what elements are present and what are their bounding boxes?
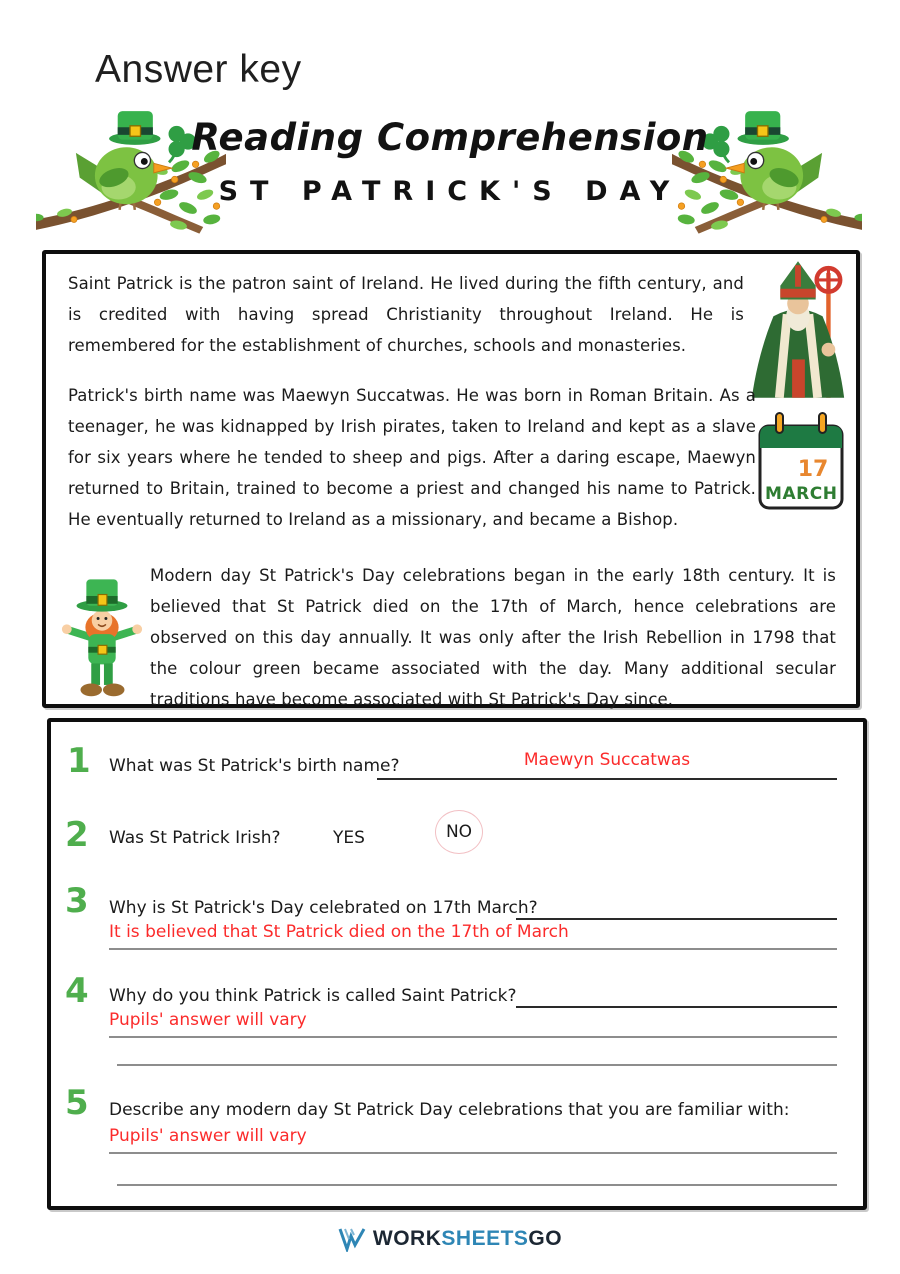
question-2-option-no-label: NO xyxy=(445,822,473,842)
question-4-answer-line-3[interactable] xyxy=(117,1052,837,1066)
worksheet-subtitle: ST PATRICK'S DAY xyxy=(218,176,682,207)
passage-paragraph-3: Modern day St Patrick's Day celebrations began in the early 18th century. It is believed that St Patrick died on the 17th of March, hence celebrations are observed on this day annually. It was only after the Irish Rebellion in 1798 that the colour green became associated with the day. Many additional secular traditions have become associated with St Patrick's Day since. xyxy=(150,566,836,709)
question-1-answer-line[interactable] xyxy=(377,750,837,780)
question-5-answer-line-1[interactable] xyxy=(109,1126,837,1154)
question-2-option-yes[interactable]: YES xyxy=(333,828,365,848)
question-3-answer: It is believed that St Patrick died on the 17th of March xyxy=(109,922,569,942)
logo-part-go: GO xyxy=(528,1227,563,1250)
page-title: Answer key xyxy=(95,48,302,91)
question-4-answer-line-1[interactable] xyxy=(516,982,837,1008)
question-4-answer: Pupils' answer will vary xyxy=(109,1010,307,1030)
worksheetsgo-logo-icon xyxy=(338,1226,366,1252)
question-4-answer-line-2[interactable] xyxy=(109,1010,837,1038)
calendar-day: 17 xyxy=(797,457,829,482)
question-2-text: Was St Patrick Irish? xyxy=(109,828,281,848)
leprechaun-icon xyxy=(58,574,146,704)
question-1-number: 1 xyxy=(67,741,91,781)
question-2-number: 2 xyxy=(65,815,89,855)
question-3-text: Why is St Patrick's Day celebrated on 17th March? xyxy=(109,898,538,918)
question-3-answer-line-1[interactable] xyxy=(516,894,837,920)
question-5-answer: Pupils' answer will vary xyxy=(109,1126,307,1146)
question-4-number: 4 xyxy=(65,971,89,1011)
question-5-text: Describe any modern day St Patrick Day celebrations that you are familiar with: xyxy=(109,1100,790,1120)
logo-part-sheets: SHEETS xyxy=(441,1227,529,1250)
worksheetsgo-logo-text xyxy=(373,1227,562,1251)
st-patrick-icon xyxy=(744,258,852,400)
footer xyxy=(0,1226,900,1252)
question-3-number: 3 xyxy=(65,881,89,921)
passage-paragraph-2: Patrick's birth name was Maewyn Succatwas. He was born in Roman Britain. As a teenager, he was kidnapped by Irish pirates, taken to Ireland and kept as a slave for six years where he tended to sheep and pigs. After a daring escape, Maewyn returned to Britain, trained to become a priest and changed his name to Patrick. He eventually returned to Ireland as a missionary, and became a Bishop. xyxy=(68,386,756,529)
question-5-number: 5 xyxy=(65,1083,89,1123)
question-4-text: Why do you think Patrick is called Saint Patrick? xyxy=(109,986,517,1006)
reading-passage-box xyxy=(42,250,860,708)
worksheet-title: Reading Comprehension xyxy=(191,116,709,159)
question-1-text: What was St Patrick's birth name? xyxy=(109,756,400,776)
logo-part-work: WORK xyxy=(372,1227,442,1250)
calendar-17-march-icon xyxy=(756,410,846,512)
question-3-answer-line-2[interactable] xyxy=(109,922,837,950)
passage-paragraph-1: Saint Patrick is the patron saint of Ireland. He lived during the fifth century, and is credited with having spread Christianity throughout Ireland. He is remembered for the establishment of churches, schools and monasteries. xyxy=(68,274,744,355)
question-2-option-no-circled[interactable] xyxy=(435,810,483,854)
question-5-answer-line-2[interactable] xyxy=(117,1172,837,1186)
questions-box xyxy=(47,718,867,1210)
calendar-month: MARCH xyxy=(765,484,837,504)
question-1-answer: Maewyn Succatwas xyxy=(523,750,691,770)
